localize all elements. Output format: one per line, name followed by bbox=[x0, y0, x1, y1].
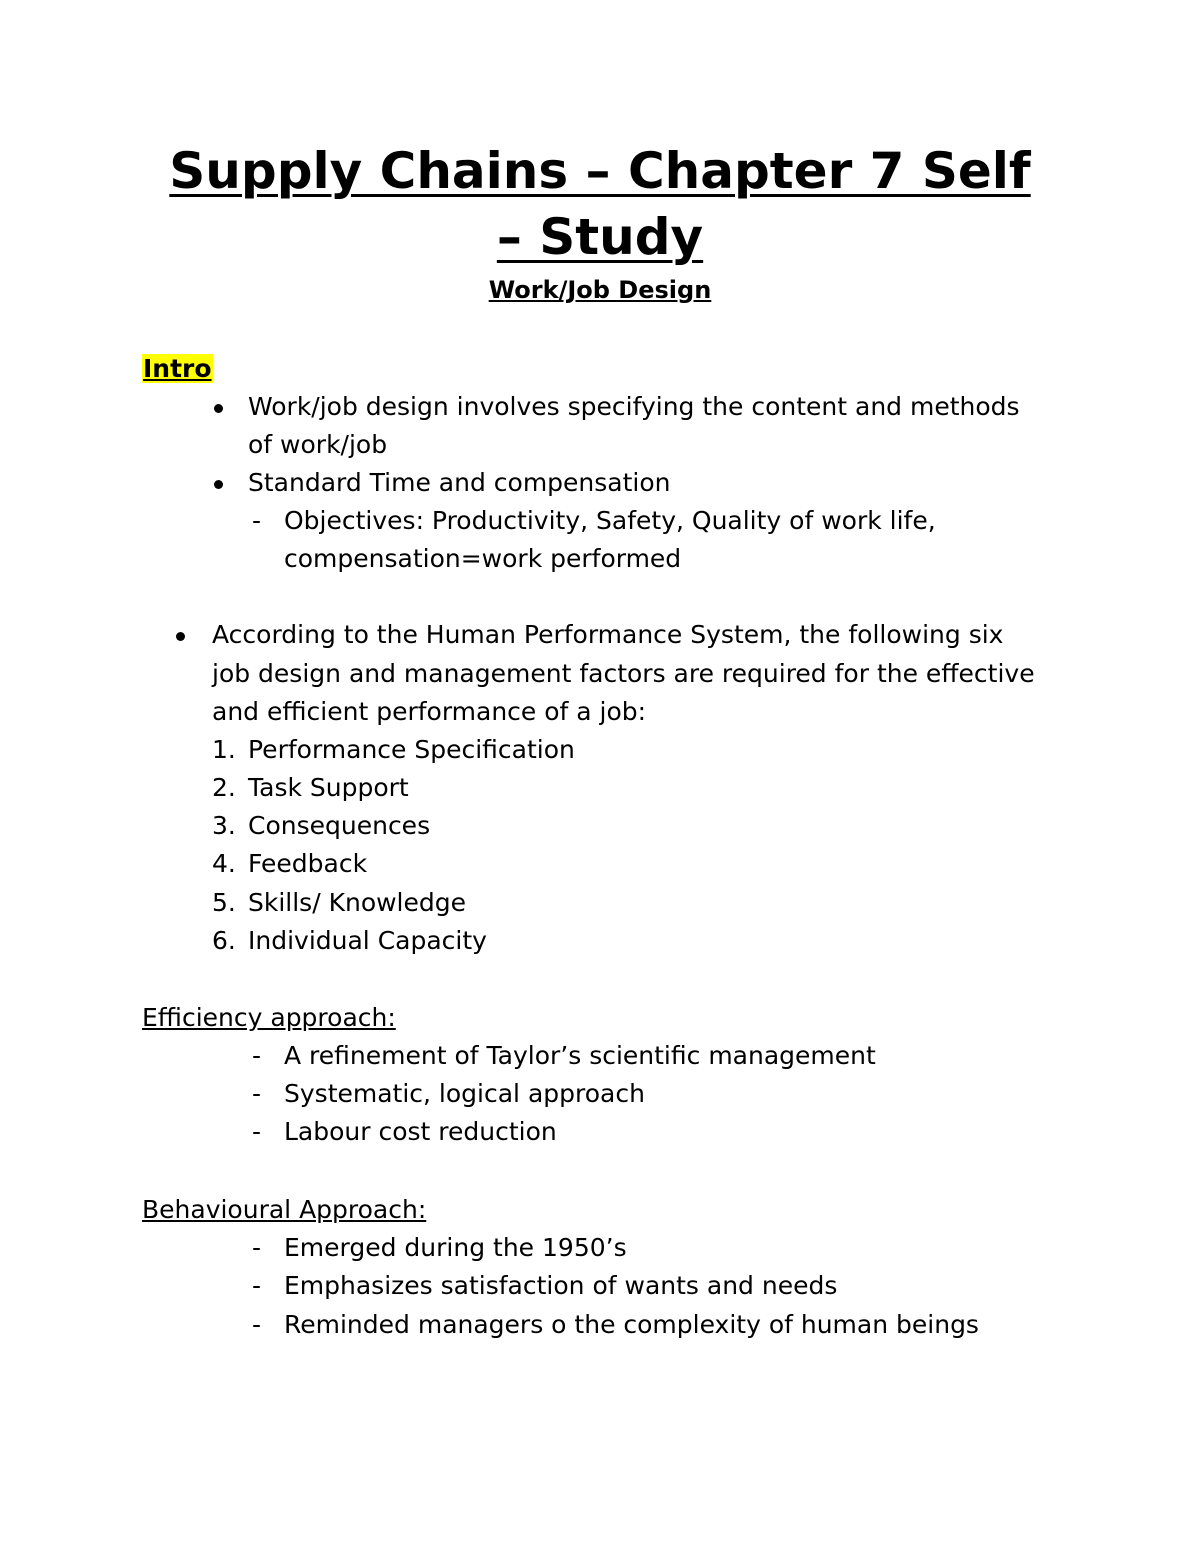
intro-bullet-2-line-1: Standard Time and compensation bbox=[248, 468, 671, 497]
dash-marker: - bbox=[252, 1079, 262, 1108]
hps-line-1: According to the Human Performance System, the following six bbox=[212, 620, 1004, 649]
efficiency-heading-text: Efficiency approach: bbox=[142, 1003, 396, 1032]
dash-marker: - bbox=[252, 1041, 262, 1070]
factor-text: Skills/ Knowledge bbox=[248, 888, 467, 917]
factor-number: 2. bbox=[212, 773, 236, 802]
efficiency-item: Systematic, logical approach bbox=[284, 1079, 645, 1108]
behavioural-item: Emerged during the 1950’s bbox=[284, 1233, 627, 1262]
document-title-line-1: Supply Chains – Chapter 7 Self bbox=[169, 142, 1031, 200]
document-subtitle: Work/Job Design bbox=[488, 276, 712, 304]
behavioural-heading-text: Behavioural Approach: bbox=[142, 1195, 427, 1224]
factor-text: Task Support bbox=[248, 773, 409, 802]
document-title-line-2: – Study bbox=[496, 208, 704, 266]
objectives-line-2: compensation=work performed bbox=[284, 544, 682, 573]
factor-number: 6. bbox=[212, 926, 236, 955]
behavioural-item: Reminded managers o the complexity of human beings bbox=[284, 1310, 979, 1339]
objectives-line-1: Objectives: Productivity, Safety, Quality of work life, bbox=[284, 506, 936, 535]
intro-bullet-1-line-1: Work/job design involves specifying the content and methods bbox=[248, 392, 1020, 421]
dash-marker: - bbox=[252, 1271, 262, 1300]
bullet-icon bbox=[214, 404, 223, 413]
efficiency-item: Labour cost reduction bbox=[284, 1117, 557, 1146]
factor-number: 3. bbox=[212, 811, 236, 840]
hps-line-3: and efficient performance of a job: bbox=[212, 697, 647, 726]
bullet-icon bbox=[214, 480, 223, 489]
dash-marker: - bbox=[252, 1310, 262, 1339]
behavioural-heading bbox=[142, 1191, 426, 1229]
factor-number: 1. bbox=[212, 735, 236, 764]
dash-marker: - bbox=[252, 506, 262, 535]
efficiency-item: A refinement of Taylor’s scientific management bbox=[284, 1041, 876, 1070]
factor-text: Performance Specification bbox=[248, 735, 575, 764]
factor-number: 5. bbox=[212, 888, 236, 917]
factor-number: 4. bbox=[212, 849, 236, 878]
efficiency-heading bbox=[142, 999, 396, 1037]
factor-text: Individual Capacity bbox=[248, 926, 487, 955]
intro-heading bbox=[142, 350, 213, 388]
factor-text: Consequences bbox=[248, 811, 431, 840]
behavioural-item: Emphasizes satisfaction of wants and needs bbox=[284, 1271, 838, 1300]
bullet-icon bbox=[176, 632, 185, 641]
intro-bullet-1-line-2: of work/job bbox=[248, 430, 388, 459]
dash-marker: - bbox=[252, 1117, 262, 1146]
intro-heading-text: Intro bbox=[143, 354, 212, 383]
dash-marker: - bbox=[252, 1233, 262, 1262]
factor-text: Feedback bbox=[248, 849, 368, 878]
hps-line-2: job design and management factors are required for the effective bbox=[212, 659, 1035, 688]
